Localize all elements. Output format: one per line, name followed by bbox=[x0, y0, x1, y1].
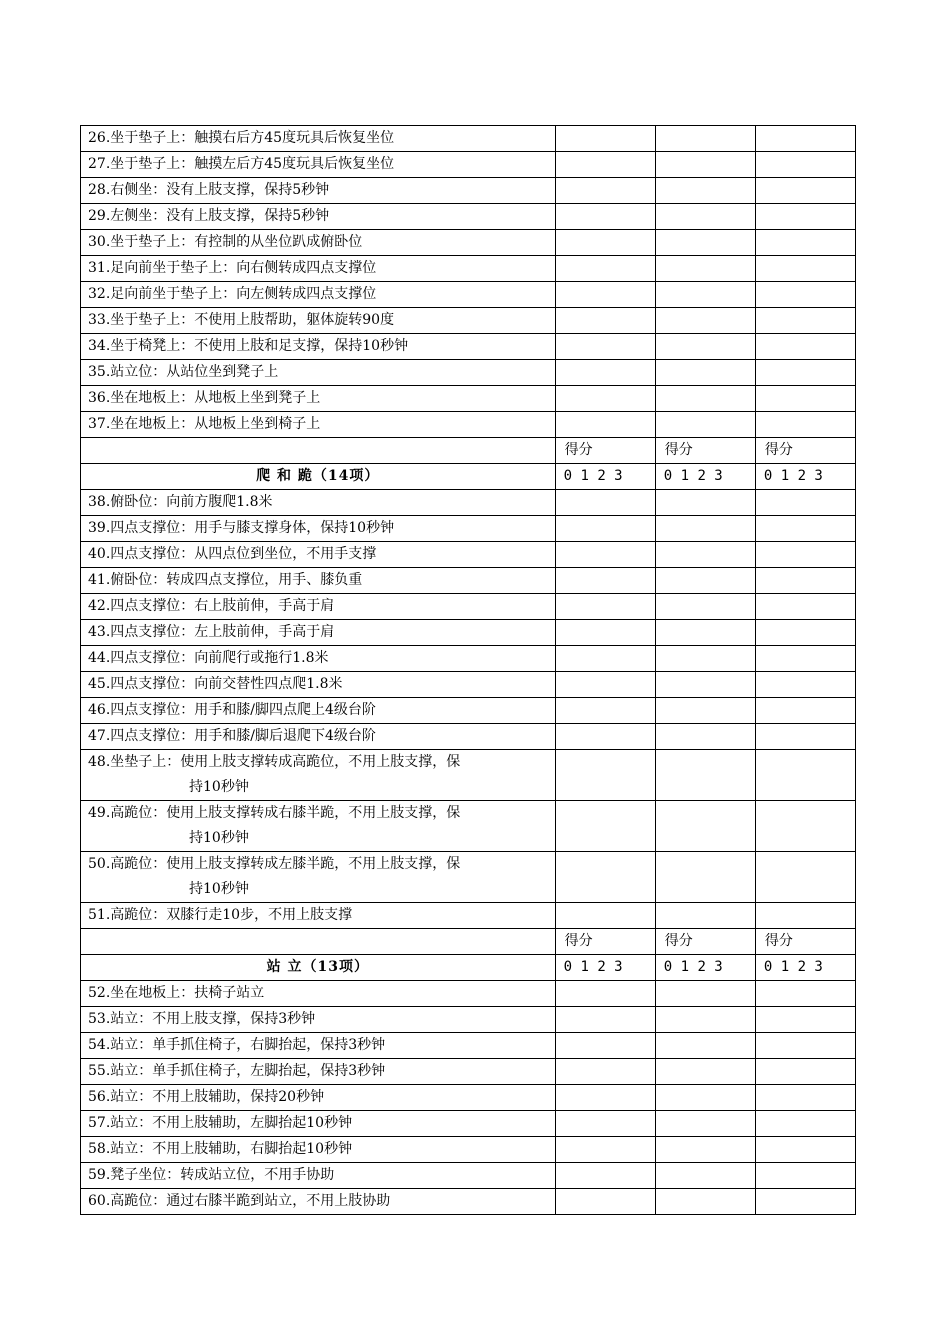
score-cell[interactable] bbox=[555, 594, 655, 620]
item-label: 29.左侧坐：没有上肢支撑，保持5秒钟 bbox=[81, 204, 556, 230]
score-cell[interactable] bbox=[555, 568, 655, 594]
score-scale: 0 1 2 3 bbox=[755, 955, 855, 981]
item-label: 33.坐于垫子上：不使用上肢帮助，躯体旋转90度 bbox=[81, 308, 556, 334]
score-header: 得分 bbox=[555, 438, 655, 464]
score-cell[interactable] bbox=[655, 801, 755, 852]
item-label: 27.坐于垫子上：触摸左后方45度玩具后恢复坐位 bbox=[81, 152, 556, 178]
score-cell[interactable] bbox=[755, 360, 855, 386]
table-row bbox=[81, 750, 856, 801]
score-header-row bbox=[81, 438, 856, 464]
table-row bbox=[81, 178, 856, 204]
table-row bbox=[81, 1189, 856, 1215]
score-cell[interactable] bbox=[655, 230, 755, 256]
table-row bbox=[81, 334, 856, 360]
score-cell[interactable] bbox=[655, 1033, 755, 1059]
score-cell[interactable] bbox=[755, 903, 855, 929]
score-cell[interactable] bbox=[655, 282, 755, 308]
table-row bbox=[81, 230, 856, 256]
table-row bbox=[81, 1033, 856, 1059]
table-row bbox=[81, 672, 856, 698]
score-cell[interactable] bbox=[655, 204, 755, 230]
score-cell[interactable] bbox=[755, 1189, 855, 1215]
table-row bbox=[81, 646, 856, 672]
score-cell[interactable] bbox=[755, 204, 855, 230]
score-cell[interactable] bbox=[555, 724, 655, 750]
score-cell[interactable] bbox=[755, 516, 855, 542]
item-label-line2: 持10秒钟 bbox=[189, 779, 249, 795]
score-header: 得分 bbox=[755, 438, 855, 464]
score-cell[interactable] bbox=[755, 1033, 855, 1059]
item-label: 51.高跪位：双膝行走10步，不用上肢支撑 bbox=[81, 903, 556, 929]
score-cell[interactable] bbox=[655, 646, 755, 672]
score-cell[interactable] bbox=[555, 412, 655, 438]
item-label: 26.坐于垫子上：触摸右后方45度玩具后恢复坐位 bbox=[81, 126, 556, 152]
score-cell[interactable] bbox=[655, 903, 755, 929]
score-cell[interactable] bbox=[555, 516, 655, 542]
score-cell[interactable] bbox=[755, 646, 855, 672]
table-row bbox=[81, 542, 856, 568]
score-cell[interactable] bbox=[555, 1059, 655, 1085]
item-label: 52.坐在地板上：扶椅子站立 bbox=[81, 981, 556, 1007]
score-scale: 0 1 2 3 bbox=[655, 464, 755, 490]
score-cell[interactable] bbox=[755, 1111, 855, 1137]
score-cell[interactable] bbox=[655, 750, 755, 801]
score-cell[interactable] bbox=[555, 178, 655, 204]
score-cell[interactable] bbox=[555, 334, 655, 360]
score-cell[interactable] bbox=[655, 1111, 755, 1137]
item-label: 60.高跪位：通过右膝半跪到站立，不用上肢协助 bbox=[81, 1189, 556, 1215]
score-cell[interactable] bbox=[755, 308, 855, 334]
table-row bbox=[81, 1111, 856, 1137]
score-cell[interactable] bbox=[655, 981, 755, 1007]
item-label: 55.站立：单手抓住椅子，左脚抬起，保持3秒钟 bbox=[81, 1059, 556, 1085]
score-cell[interactable] bbox=[555, 852, 655, 903]
score-cell[interactable] bbox=[555, 750, 655, 801]
table-row bbox=[81, 981, 856, 1007]
score-cell[interactable] bbox=[655, 594, 755, 620]
table-row bbox=[81, 516, 856, 542]
score-cell[interactable] bbox=[555, 126, 655, 152]
score-cell[interactable] bbox=[555, 672, 655, 698]
score-cell[interactable] bbox=[655, 852, 755, 903]
table-row bbox=[81, 256, 856, 282]
score-cell[interactable] bbox=[655, 672, 755, 698]
table-row bbox=[81, 852, 856, 903]
score-cell[interactable] bbox=[755, 981, 855, 1007]
item-label: 32.足向前坐于垫子上：向左侧转成四点支撑位 bbox=[81, 282, 556, 308]
item-label: 53.站立：不用上肢支撑，保持3秒钟 bbox=[81, 1007, 556, 1033]
table-row bbox=[81, 698, 856, 724]
score-cell[interactable] bbox=[755, 1007, 855, 1033]
score-cell[interactable] bbox=[655, 568, 755, 594]
section-row bbox=[81, 955, 856, 981]
table-row bbox=[81, 594, 856, 620]
table-row bbox=[81, 1059, 856, 1085]
score-cell[interactable] bbox=[555, 801, 655, 852]
score-cell[interactable] bbox=[555, 542, 655, 568]
table-row bbox=[81, 1085, 856, 1111]
score-cell[interactable] bbox=[655, 516, 755, 542]
table-row bbox=[81, 1163, 856, 1189]
item-label: 59.凳子坐位：转成站立位，不用手协助 bbox=[81, 1163, 556, 1189]
item-label: 30.坐于垫子上：有控制的从坐位趴成俯卧位 bbox=[81, 230, 556, 256]
item-label: 58.站立：不用上肢辅助，右脚抬起10秒钟 bbox=[81, 1137, 556, 1163]
item-label-line2: 持10秒钟 bbox=[189, 830, 249, 846]
score-cell[interactable] bbox=[555, 1163, 655, 1189]
score-cell[interactable] bbox=[655, 1137, 755, 1163]
score-cell[interactable] bbox=[655, 542, 755, 568]
score-cell[interactable] bbox=[755, 490, 855, 516]
score-cell[interactable] bbox=[755, 1059, 855, 1085]
table-row bbox=[81, 903, 856, 929]
table-row bbox=[81, 490, 856, 516]
score-cell[interactable] bbox=[555, 256, 655, 282]
item-label: 37.坐在地板上：从地板上坐到椅子上 bbox=[81, 412, 556, 438]
item-label bbox=[81, 852, 556, 903]
score-cell[interactable] bbox=[655, 152, 755, 178]
assessment-table bbox=[80, 125, 856, 1215]
score-cell[interactable] bbox=[655, 620, 755, 646]
score-cell[interactable] bbox=[755, 152, 855, 178]
score-cell[interactable] bbox=[755, 282, 855, 308]
score-cell[interactable] bbox=[555, 1085, 655, 1111]
score-cell[interactable] bbox=[755, 230, 855, 256]
score-cell[interactable] bbox=[755, 1137, 855, 1163]
table-row bbox=[81, 568, 856, 594]
table-row bbox=[81, 360, 856, 386]
item-label: 34.坐于椅凳上：不使用上肢和足支撑，保持10秒钟 bbox=[81, 334, 556, 360]
score-cell[interactable] bbox=[655, 360, 755, 386]
score-cell[interactable] bbox=[555, 1033, 655, 1059]
table-row bbox=[81, 1137, 856, 1163]
score-cell[interactable] bbox=[755, 750, 855, 801]
assessment-body bbox=[81, 126, 856, 1215]
score-cell[interactable] bbox=[555, 698, 655, 724]
score-cell[interactable] bbox=[555, 1111, 655, 1137]
section-title: 站 立（13项） bbox=[81, 955, 556, 981]
item-label bbox=[81, 801, 556, 852]
score-cell[interactable] bbox=[555, 386, 655, 412]
score-cell[interactable] bbox=[555, 360, 655, 386]
table-row bbox=[81, 126, 856, 152]
score-header-row bbox=[81, 929, 856, 955]
item-label-line1: 48.坐垫子上：使用上肢支撑转成高跪位，不用上肢支撑，保 bbox=[88, 754, 461, 770]
table-row bbox=[81, 204, 856, 230]
score-cell[interactable] bbox=[755, 256, 855, 282]
score-cell[interactable] bbox=[655, 178, 755, 204]
score-cell[interactable] bbox=[755, 542, 855, 568]
score-cell[interactable] bbox=[655, 334, 755, 360]
table-row bbox=[81, 1007, 856, 1033]
item-label: 38.俯卧位：向前方腹爬1.8米 bbox=[81, 490, 556, 516]
blank-cell bbox=[81, 929, 556, 955]
item-label: 42.四点支撑位：右上肢前伸，手高于肩 bbox=[81, 594, 556, 620]
item-label-line1: 50.高跪位：使用上肢支撑转成左膝半跪，不用上肢支撑，保 bbox=[88, 856, 461, 872]
table-row bbox=[81, 620, 856, 646]
score-cell[interactable] bbox=[555, 646, 655, 672]
score-header: 得分 bbox=[655, 438, 755, 464]
table-row bbox=[81, 801, 856, 852]
item-label: 39.四点支撑位：用手与膝支撑身体，保持10秒钟 bbox=[81, 516, 556, 542]
score-cell[interactable] bbox=[755, 1163, 855, 1189]
score-cell[interactable] bbox=[655, 1163, 755, 1189]
item-label-line1: 49.高跪位：使用上肢支撑转成右膝半跪，不用上肢支撑，保 bbox=[88, 805, 461, 821]
score-cell[interactable] bbox=[555, 981, 655, 1007]
table-row bbox=[81, 308, 856, 334]
score-cell[interactable] bbox=[655, 1007, 755, 1033]
item-label: 40.四点支撑位：从四点位到坐位，不用手支撑 bbox=[81, 542, 556, 568]
score-cell[interactable] bbox=[655, 1085, 755, 1111]
score-cell[interactable] bbox=[555, 1189, 655, 1215]
table-row bbox=[81, 412, 856, 438]
score-cell[interactable] bbox=[755, 126, 855, 152]
score-scale: 0 1 2 3 bbox=[655, 955, 755, 981]
score-cell[interactable] bbox=[655, 126, 755, 152]
score-cell[interactable] bbox=[755, 178, 855, 204]
score-cell[interactable] bbox=[655, 308, 755, 334]
score-cell[interactable] bbox=[755, 334, 855, 360]
score-cell[interactable] bbox=[755, 801, 855, 852]
score-header: 得分 bbox=[655, 929, 755, 955]
score-cell[interactable] bbox=[655, 1189, 755, 1215]
section-row bbox=[81, 464, 856, 490]
score-cell[interactable] bbox=[555, 308, 655, 334]
item-label-line2: 持10秒钟 bbox=[189, 881, 249, 897]
item-label: 28.右侧坐：没有上肢支撑，保持5秒钟 bbox=[81, 178, 556, 204]
score-cell[interactable] bbox=[655, 386, 755, 412]
score-cell[interactable] bbox=[555, 490, 655, 516]
item-label: 47.四点支撑位：用手和膝/脚后退爬下4级台阶 bbox=[81, 724, 556, 750]
score-cell[interactable] bbox=[555, 620, 655, 646]
score-cell[interactable] bbox=[555, 204, 655, 230]
score-scale: 0 1 2 3 bbox=[555, 464, 655, 490]
item-label: 46.四点支撑位：用手和膝/脚四点爬上4级台阶 bbox=[81, 698, 556, 724]
section-title: 爬 和 跪（14项） bbox=[81, 464, 556, 490]
table-row bbox=[81, 152, 856, 178]
item-label: 35.站立位：从站位坐到凳子上 bbox=[81, 360, 556, 386]
score-cell[interactable] bbox=[755, 672, 855, 698]
item-label: 45.四点支撑位：向前交替性四点爬1.8米 bbox=[81, 672, 556, 698]
score-cell[interactable] bbox=[755, 412, 855, 438]
score-cell[interactable] bbox=[555, 1007, 655, 1033]
item-label bbox=[81, 750, 556, 801]
item-label: 54.站立：单手抓住椅子，右脚抬起，保持3秒钟 bbox=[81, 1033, 556, 1059]
score-scale: 0 1 2 3 bbox=[555, 955, 655, 981]
blank-cell bbox=[81, 438, 556, 464]
score-cell[interactable] bbox=[555, 230, 655, 256]
score-cell[interactable] bbox=[755, 594, 855, 620]
score-cell[interactable] bbox=[755, 724, 855, 750]
item-label: 57.站立：不用上肢辅助，左脚抬起10秒钟 bbox=[81, 1111, 556, 1137]
score-cell[interactable] bbox=[655, 724, 755, 750]
item-label: 43.四点支撑位：左上肢前伸，手高于肩 bbox=[81, 620, 556, 646]
table-row bbox=[81, 724, 856, 750]
score-cell[interactable] bbox=[755, 1085, 855, 1111]
item-label: 36.坐在地板上：从地板上坐到凳子上 bbox=[81, 386, 556, 412]
score-cell[interactable] bbox=[655, 412, 755, 438]
score-cell[interactable] bbox=[755, 852, 855, 903]
item-label: 56.站立：不用上肢辅助，保持20秒钟 bbox=[81, 1085, 556, 1111]
score-cell[interactable] bbox=[755, 568, 855, 594]
score-cell[interactable] bbox=[555, 903, 655, 929]
score-cell[interactable] bbox=[655, 698, 755, 724]
score-header: 得分 bbox=[755, 929, 855, 955]
score-cell[interactable] bbox=[755, 620, 855, 646]
score-cell[interactable] bbox=[655, 256, 755, 282]
item-label: 44.四点支撑位：向前爬行或拖行1.8米 bbox=[81, 646, 556, 672]
item-label: 31.足向前坐于垫子上：向右侧转成四点支撑位 bbox=[81, 256, 556, 282]
score-cell[interactable] bbox=[555, 152, 655, 178]
item-label: 41.俯卧位：转成四点支撑位，用手、膝负重 bbox=[81, 568, 556, 594]
score-cell[interactable] bbox=[755, 698, 855, 724]
table-row bbox=[81, 282, 856, 308]
table-row bbox=[81, 386, 856, 412]
score-cell[interactable] bbox=[555, 282, 655, 308]
score-cell[interactable] bbox=[655, 490, 755, 516]
score-cell[interactable] bbox=[655, 1059, 755, 1085]
score-cell[interactable] bbox=[755, 386, 855, 412]
score-scale: 0 1 2 3 bbox=[755, 464, 855, 490]
score-cell[interactable] bbox=[555, 1137, 655, 1163]
score-header: 得分 bbox=[555, 929, 655, 955]
